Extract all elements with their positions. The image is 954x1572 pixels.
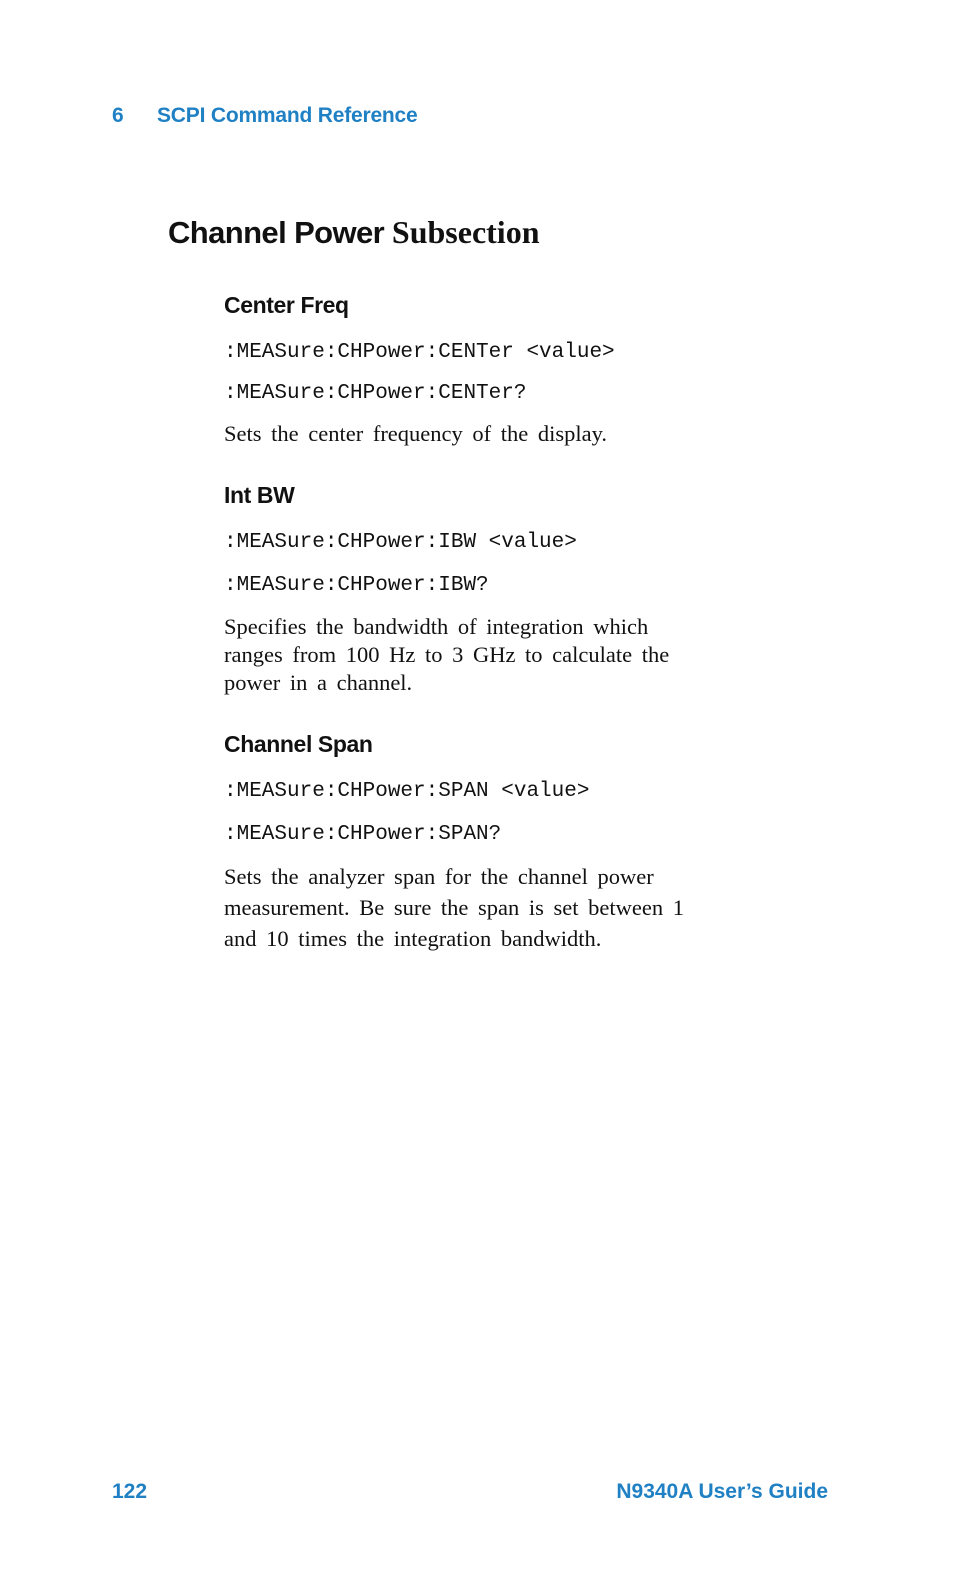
command-query-span: :MEASure:CHPower:SPAN? [224, 823, 502, 846]
guide-title: N9340A User’s Guide [616, 1480, 828, 1503]
section-title-part1: Channel Power [168, 215, 385, 250]
running-header [112, 104, 418, 128]
description-line: ranges from 100 Hz to 3 GHz to calculate the [224, 642, 670, 667]
command-set-ibw: :MEASure:CHPower:IBW <value> [224, 531, 577, 554]
subsection-heading-channel-span: Channel Span [224, 731, 373, 757]
command-query-center: :MEASure:CHPower:CENTer? [224, 382, 527, 405]
description-line: power in a channel. [224, 670, 413, 695]
command-query-ibw: :MEASure:CHPower:IBW? [224, 574, 489, 597]
description-int-bw [224, 613, 669, 697]
page-number: 122 [112, 1480, 148, 1503]
description-line: and 10 times the integration bandwidth. [224, 926, 602, 951]
description-line: measurement. Be sure the span is set between 1 [224, 895, 684, 920]
command-set-span: :MEASure:CHPower:SPAN <value> [224, 780, 590, 803]
chapter-number: 6 [112, 104, 124, 127]
section-title-part2: Subsection [391, 214, 540, 250]
subsection-heading-int-bw: Int BW [224, 482, 295, 508]
description-line: Sets the analyzer span for the channel power [224, 864, 654, 889]
description-center-freq: Sets the center frequency of the display. [224, 421, 608, 446]
chapter-title: SCPI Command Reference [157, 104, 418, 127]
subsection-heading-center-freq: Center Freq [224, 292, 349, 318]
description-channel-span [224, 861, 684, 954]
description-line: Specifies the bandwidth of integration which [224, 614, 649, 639]
section-title [168, 214, 539, 251]
command-set-center: :MEASure:CHPower:CENTer <value> [224, 341, 615, 364]
